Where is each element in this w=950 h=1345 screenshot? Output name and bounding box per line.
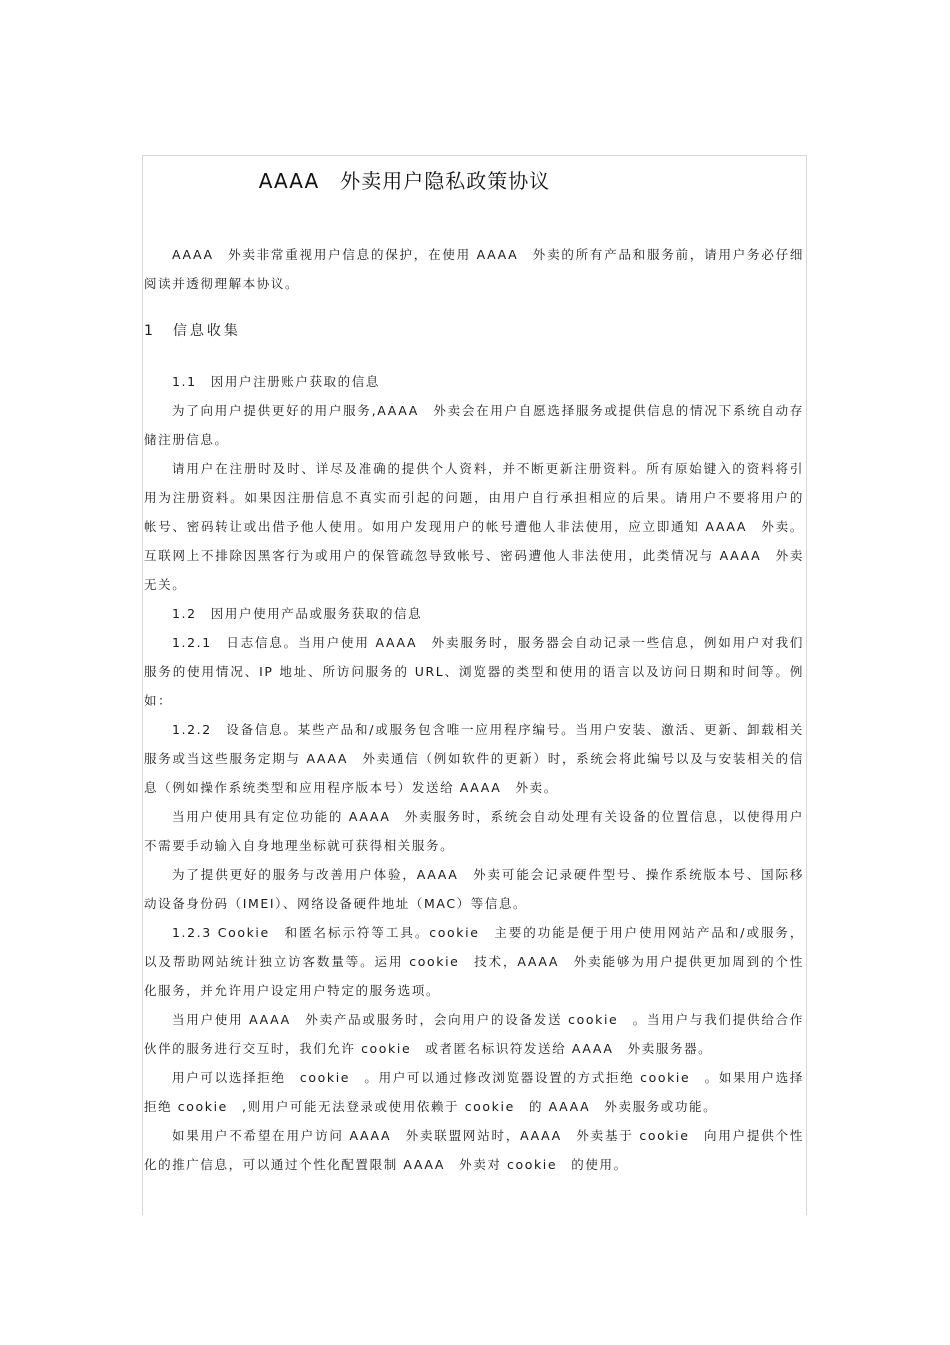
paragraph-cookie-send: 当用户使用 AAAA 外卖产品或服务时，会向用户的设备发送 cookie 。当用户与我们提供给合作伙伴的服务进行交互时，我们允许 cookie 或者匿名标识符发送给 AAAA 外卖服务器。 <box>144 1012 804 1056</box>
paragraph-1-1-b: 请用户在注册时及时、详尽及准确的提供个人资料，并不断更新注册资料。所有原始键入的资料将引用为注册资料。如果因注册信息不真实而引起的问题，由用户自行承担相应的后果。请用户不要将用户的帐号、密码转让或出借予他人使用。如用户发现用户的帐号遭他人非法使用，应立即通知 AAAA 外卖。互联网上不排除因黑客行为或用户的保管疏忽导致帐号、密码遭他人非法使用，此类情况与 AAAA 外卖无关。 <box>144 461 804 592</box>
document-body <box>144 240 804 1179</box>
subsection-1-1-heading: 1.1 因用户注册账户获取的信息 <box>172 374 380 389</box>
paragraph-hardware: 为了提供更好的服务与改善用户体验，AAAA 外卖可能会记录硬件型号、操作系统版本号、国际移动设备身份码（IMEI）、网络设备硬件地址（MAC）等信息。 <box>144 867 804 911</box>
intro-paragraph: AAAA 外卖非常重视用户信息的保护，在使用 AAAA 外卖的所有产品和服务前，请用户务必仔细阅读并透彻理解本协议。 <box>144 247 804 291</box>
section-1-heading: 1 信息收集 <box>144 323 241 339</box>
document-title: AAAA 外卖用户隐私政策协议 <box>258 169 551 193</box>
paragraph-cookie-limit: 如果用户不希望在用户访问 AAAA 外卖联盟网站时，AAAA 外卖基于 cookie 向用户提供个性化的推广信息，可以通过个性化配置限制 AAAA 外卖对 cookie 的使用。 <box>144 1128 804 1172</box>
paragraph-1-2-1: 1.2.1 日志信息。当用户使用 AAAA 外卖服务时，服务器会自动记录一些信息，例如用户对我们服务的使用情况、IP 地址、所访问服务的 URL、浏览器的类型和使用的语言以及访问日期和时间等。例如： <box>144 635 804 708</box>
paragraph-cookie-refuse: 用户可以选择拒绝 cookie 。用户可以通过修改浏览器设置的方式拒绝 cookie 。如果用户选择拒绝 cookie ,则用户可能无法登录或使用依赖于 cookie 的 AAAA 外卖服务或功能。 <box>144 1070 804 1114</box>
paragraph-1-1-a: 为了向用户提供更好的用户服务,AAAA 外卖会在用户自愿选择服务或提供信息的情况下系统自动存储注册信息。 <box>144 403 804 447</box>
paragraph-location: 当用户使用具有定位功能的 AAAA 外卖服务时，系统会自动处理有关设备的位置信息，以使得用户不需要手动输入自身地理坐标就可获得相关服务。 <box>144 809 804 853</box>
subsection-1-2-heading: 1.2 因用户使用产品或服务获取的信息 <box>172 606 423 621</box>
paragraph-1-2-3: 1.2.3 Cookie 和匿名标示符等工具。cookie 主要的功能是便于用户使用网站产品和/或服务，以及帮助网站统计独立访客数量等。运用 cookie 技术，AAAA 外卖能够为用户提供更加周到的个性化服务，并允许用户设定用户特定的服务选项。 <box>144 925 804 998</box>
paragraph-1-2-2: 1.2.2 设备信息。某些产品和/或服务包含唯一应用程序编号。当用户安装、激活、更新、卸载相关服务或当这些服务定期与 AAAA 外卖通信（例如软件的更新）时，系统会将此编号以及与安装相关的信息（例如操作系统类型和应用程序版本号）发送给 AAAA 外卖。 <box>144 722 804 795</box>
